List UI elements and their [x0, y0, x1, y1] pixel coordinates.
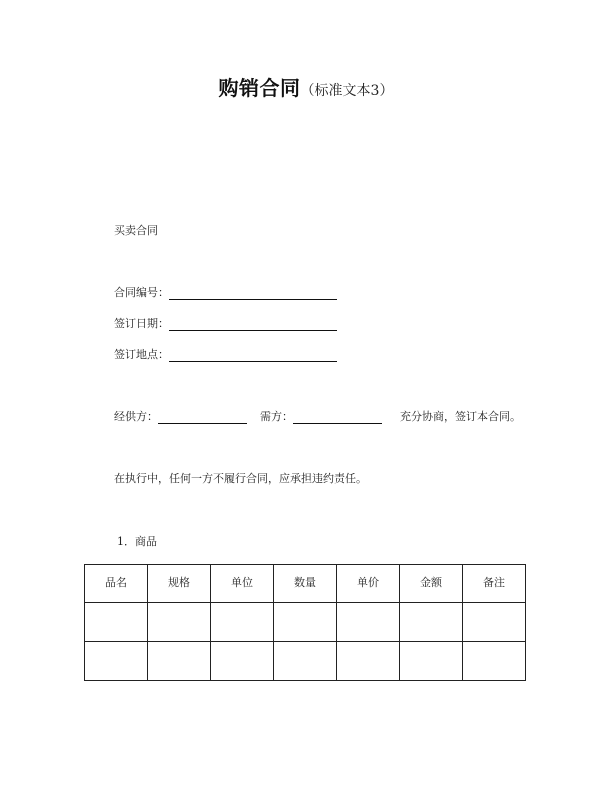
buyer-label: 需方： [260, 410, 293, 423]
liability-text: 在执行中，任何一方不履行合同，应承担违约责任。 [114, 472, 367, 485]
header-remarks: 备注 [463, 565, 526, 603]
goods-table [84, 564, 526, 681]
table-cell[interactable] [337, 603, 400, 642]
field-sign-place [114, 348, 337, 362]
table-row [85, 603, 526, 642]
table-cell[interactable] [148, 642, 211, 681]
supplier-label: 经供方： [114, 410, 158, 423]
field-label: 签订地点： [114, 348, 169, 361]
table-header-row [85, 565, 526, 603]
header-amount: 金额 [400, 565, 463, 603]
header-unit-price: 单价 [337, 565, 400, 603]
table-cell[interactable] [400, 642, 463, 681]
contract-heading: 买卖合同 [114, 224, 158, 237]
contract-number-input[interactable] [169, 287, 337, 300]
table-cell[interactable] [463, 603, 526, 642]
field-label: 合同编号： [114, 286, 169, 299]
table-cell[interactable] [274, 642, 337, 681]
table-cell[interactable] [274, 603, 337, 642]
buyer-field [260, 410, 382, 424]
field-label: 签订日期： [114, 317, 169, 330]
table-cell[interactable] [148, 603, 211, 642]
table-cell[interactable] [211, 642, 274, 681]
table-cell[interactable] [463, 642, 526, 681]
table-cell[interactable] [337, 642, 400, 681]
document-title [0, 74, 612, 105]
field-contract-number [114, 286, 337, 300]
field-sign-date [114, 317, 337, 331]
agreement-text: 充分协商，签订本合同。 [400, 410, 521, 423]
buyer-input[interactable] [293, 411, 382, 424]
table-cell[interactable] [400, 603, 463, 642]
title-main: 购销合同 [218, 76, 301, 100]
header-product-name: 品名 [85, 565, 148, 603]
title-subtitle: （标准文本3） [300, 83, 394, 99]
header-unit: 单位 [211, 565, 274, 603]
table-row [85, 642, 526, 681]
sign-date-input[interactable] [169, 318, 337, 331]
table-cell[interactable] [85, 603, 148, 642]
supplier-field [114, 410, 247, 424]
header-quantity: 数量 [274, 565, 337, 603]
header-specification: 规格 [148, 565, 211, 603]
supplier-input[interactable] [158, 411, 247, 424]
section-1-title: 1．商品 [117, 535, 157, 548]
table-cell[interactable] [211, 603, 274, 642]
table-cell[interactable] [85, 642, 148, 681]
sign-place-input[interactable] [169, 349, 337, 362]
